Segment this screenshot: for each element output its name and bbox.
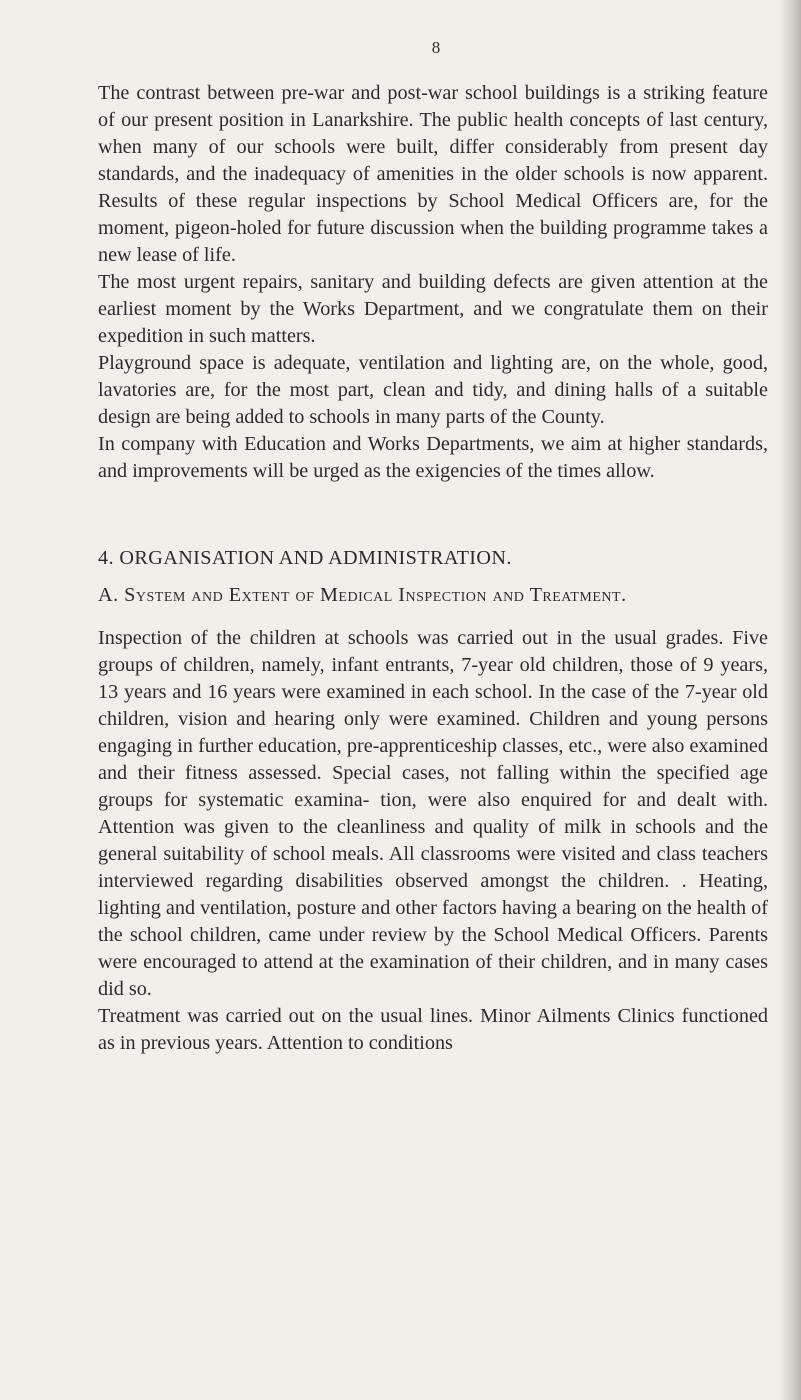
paragraph-playground: Playground space is adequate, ventilation and lighting are, on the whole, good, lavatories are, for the most part, clean and tidy, and dining halls of a suitable design are being added to schools in many parts of the County. xyxy=(98,352,768,428)
page-number: 8 xyxy=(431,38,441,57)
section-heading: 4. ORGANISATION AND ADMINISTRATION. xyxy=(98,547,512,569)
document-page xyxy=(98,38,768,1057)
page-edge-shadow xyxy=(779,0,801,1400)
paragraph-higher-standards: In company with Education and Works Departments, we aim at higher standards, and improvements will be urged as the exigencies of the times allow. xyxy=(98,433,768,482)
paragraph-inspection: Inspection of the children at schools was carried out in the usual grades. Five groups of children, namely, infant entrants, 7-year old children, those of 9 years, 13 years and 16 years were examined in each school. In the case of the 7-year old children, vision and hearing only were examined. Children and young persons engaging in further education, pre-apprenticeship classes, etc., were also examined and their fitness assessed. Special cases, not falling within the specified age groups for systematic examina- tion, were also enquired for and dealt with. Attention was given to the cleanliness and quality of milk in schools and the general suitability of school meals. All classrooms were visited and class teachers interviewed regarding disabilities observed amongst the children. . Heating, lighting and ventilation, posture and other factors having a bearing on the health of the school children, came under review by the School Medical Officers. Parents were encouraged to attend at the examination of their children, and in many cases did so. xyxy=(98,627,768,1000)
sub-heading: A. System and Extent of Medical Inspection and Treatment. xyxy=(98,584,627,606)
paragraph-urgent-repairs: The most urgent repairs, sanitary and building defects are given attention at the earliest moment by the Works Department, and we congratulate them on their expedition in such matters. xyxy=(98,271,768,347)
paragraph-treatment: Treatment was carried out on the usual lines. Minor Ailments Clinics functioned as in previous years. Attention to conditions xyxy=(98,1005,768,1054)
paragraph-school-buildings: The contrast between pre-war and post-war school buildings is a striking feature of our present position in Lanarkshire. The public health concepts of last century, when many of our schools were built, differ considerably from present day standards, and the inadequacy of amenities in the older schools is now apparent. Results of these regular inspections by School Medical Officers are, for the moment, pigeon-holed for future discussion when the building programme takes a new lease of life. xyxy=(98,82,768,266)
